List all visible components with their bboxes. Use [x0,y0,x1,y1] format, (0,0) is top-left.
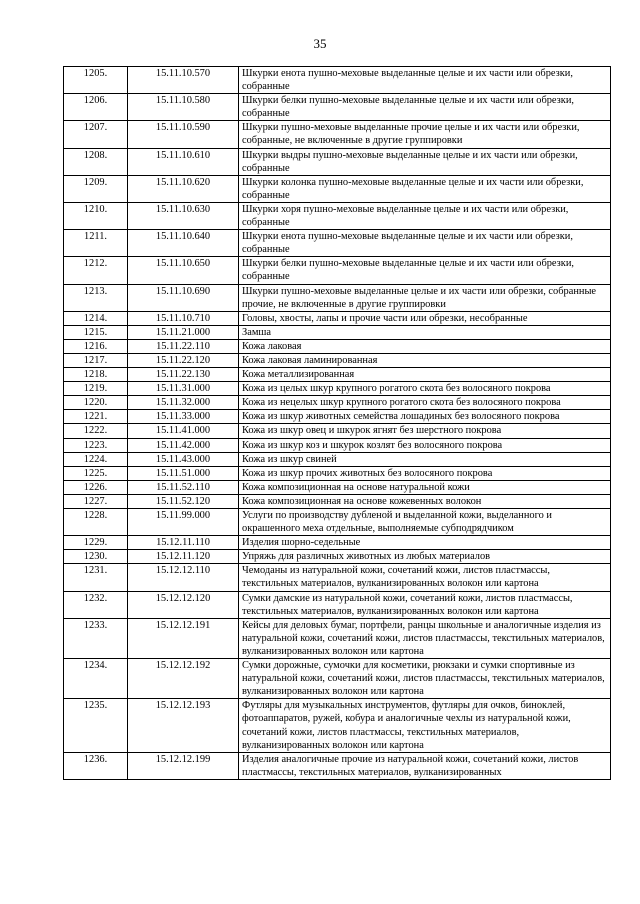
classifier-code: 15.11.43.000 [128,452,239,466]
table-row [64,410,611,424]
item-description: Кожа из шкур свиней [239,452,611,466]
classifier-code: 15.11.31.000 [128,382,239,396]
row-number: 1212. [64,257,128,284]
row-number: 1214. [64,311,128,325]
row-number: 1236. [64,752,128,779]
item-description: Кожа из целых шкур крупного рогатого скота без волосяного покрова [239,382,611,396]
item-description: Шкурки хоря пушно-меховые выделанные целые и их части или обрезки, собранные [239,202,611,229]
row-number: 1222. [64,424,128,438]
item-description: Кожа металлизированная [239,368,611,382]
row-number: 1217. [64,353,128,367]
table-row [64,618,611,658]
row-number: 1226. [64,480,128,494]
classifier-code: 15.11.10.710 [128,311,239,325]
classifier-code: 15.11.10.630 [128,202,239,229]
classifier-code: 15.11.21.000 [128,325,239,339]
item-description: Головы, хвосты, лапы и прочие части или обрезки, несобранные [239,311,611,325]
item-description: Кожа из шкур прочих животных без волосяного покрова [239,466,611,480]
row-number: 1208. [64,148,128,175]
row-number: 1221. [64,410,128,424]
row-number: 1215. [64,325,128,339]
classifier-code: 15.12.12.110 [128,564,239,591]
row-number: 1223. [64,438,128,452]
table-row [64,494,611,508]
table-row [64,466,611,480]
table-row [64,325,611,339]
item-description: Кожа композиционная на основе кожевенных волокон [239,494,611,508]
item-description: Чемоданы из натуральной кожи, сочетаний кожи, листов пластмассы, текстильных материалов, вулканизированных волокон или картона [239,564,611,591]
row-number: 1206. [64,94,128,121]
table-row [64,94,611,121]
table-row [64,509,611,536]
item-description: Шкурки пушно-меховые выделанные прочие целые и их части или обрезки, собранные, не включенные в другие группировки [239,121,611,148]
classifier-code: 15.11.10.570 [128,67,239,94]
item-description: Кожа из нецелых шкур крупного рогатого скота без волосяного покрова [239,396,611,410]
classifier-code: 15.11.52.110 [128,480,239,494]
classifier-code: 15.11.42.000 [128,438,239,452]
item-description: Сумки дамские из натуральной кожи, сочетаний кожи, листов пластмассы, текстильных материалов, вулканизированных волокон или картона [239,591,611,618]
table-row [64,121,611,148]
classifier-code: 15.11.10.590 [128,121,239,148]
item-description: Шкурки енота пушно-меховые выделанные целые и их части или обрезки, собранные [239,230,611,257]
table-row [64,148,611,175]
row-number: 1224. [64,452,128,466]
item-description: Замша [239,325,611,339]
table-row [64,257,611,284]
item-description: Кожа из шкур коз и шкурок козлят без волосяного покрова [239,438,611,452]
classifier-code: 15.11.41.000 [128,424,239,438]
item-description: Кожа из шкур овец и шкурок ягнят без шерстного покрова [239,424,611,438]
row-number: 1227. [64,494,128,508]
table-body [64,67,611,780]
item-description: Кожа из шкур животных семейства лошадиных без волосяного покрова [239,410,611,424]
item-description: Изделия шорно-седельные [239,536,611,550]
classifier-code: 15.11.10.650 [128,257,239,284]
table-row [64,230,611,257]
item-description: Шкурки белки пушно-меховые выделанные целые и их части или обрезки, собранные [239,257,611,284]
item-description: Кейсы для деловых бумаг, портфели, ранцы школьные и аналогичные изделия из натуральной кожи, сочетаний кожи, листов пластмассы, текстильных материалов, вулканизированных волокон или картона [239,618,611,658]
classifier-code: 15.12.12.199 [128,752,239,779]
classification-table [63,66,611,780]
table-row [64,659,611,699]
classifier-code: 15.12.12.192 [128,659,239,699]
classifier-code: 15.12.12.120 [128,591,239,618]
table-row [64,480,611,494]
row-number: 1218. [64,368,128,382]
row-number: 1233. [64,618,128,658]
row-number: 1213. [64,284,128,311]
row-number: 1216. [64,339,128,353]
table-row [64,175,611,202]
table-row [64,396,611,410]
item-description: Упряжь для различных животных из любых материалов [239,550,611,564]
classifier-code: 15.12.12.191 [128,618,239,658]
row-number: 1211. [64,230,128,257]
item-description: Кожа лаковая ламинированная [239,353,611,367]
table-row [64,339,611,353]
row-number: 1209. [64,175,128,202]
table-row [64,752,611,779]
table-row [64,438,611,452]
classifier-code: 15.12.11.120 [128,550,239,564]
classifier-code: 15.11.22.130 [128,368,239,382]
table-row [64,550,611,564]
classifier-code: 15.11.22.110 [128,339,239,353]
row-number: 1225. [64,466,128,480]
table-row [64,368,611,382]
item-description: Кожа лаковая [239,339,611,353]
row-number: 1228. [64,509,128,536]
row-number: 1235. [64,699,128,752]
item-description: Изделия аналогичные прочие из натуральной кожи, сочетаний кожи, листов пластмассы, текстильных материалов, вулканизированных [239,752,611,779]
classifier-code: 15.11.22.120 [128,353,239,367]
table-row [64,353,611,367]
table-row [64,202,611,229]
classifier-code: 15.11.51.000 [128,466,239,480]
table-row [64,311,611,325]
item-description: Футляры для музыкальных инструментов, футляры для очков, биноклей, фотоаппаратов, ружей, кобура и аналогичные чехлы из натуральной кожи, сочетаний кожи, листов пластмассы, текстильных материалов, вулканизированных волокон или картона [239,699,611,752]
table-row [64,564,611,591]
item-description: Шкурки белки пушно-меховые выделанные целые и их части или обрезки, собранные [239,94,611,121]
item-description: Шкурки колонка пушно-меховые выделанные целые и их части или обрезки, собранные [239,175,611,202]
classifier-code: 15.11.10.580 [128,94,239,121]
table-row [64,284,611,311]
table-row [64,67,611,94]
table-row [64,424,611,438]
classifier-code: 15.11.10.610 [128,148,239,175]
classifier-code: 15.11.10.690 [128,284,239,311]
table-row [64,452,611,466]
item-description: Сумки дорожные, сумочки для косметики, рюкзаки и сумки спортивные из натуральной кожи, сочетаний кожи, листов пластмассы, текстильных материалов, вулканизированных волокон или картона [239,659,611,699]
row-number: 1220. [64,396,128,410]
item-description: Шкурки пушно-меховые выделанные целые и их части или обрезки, собранные прочие, не включенные в другие группировки [239,284,611,311]
classifier-code: 15.11.99.000 [128,509,239,536]
item-description: Услуги по производству дубленой и выделанной кожи, выделанного и окрашенного меха отдельные, выполняемые субподрядчиком [239,509,611,536]
item-description: Шкурки выдры пушно-меховые выделанные целые и их части или обрезки, собранные [239,148,611,175]
row-number: 1234. [64,659,128,699]
classifier-code: 15.11.10.640 [128,230,239,257]
item-description: Кожа композиционная на основе натуральной кожи [239,480,611,494]
row-number: 1231. [64,564,128,591]
row-number: 1205. [64,67,128,94]
row-number: 1210. [64,202,128,229]
table-row [64,591,611,618]
classifier-code: 15.11.10.620 [128,175,239,202]
classifier-code: 15.11.52.120 [128,494,239,508]
table-row [64,699,611,752]
row-number: 1230. [64,550,128,564]
classifier-code: 15.11.33.000 [128,410,239,424]
table-row [64,536,611,550]
page-number: 35 [313,36,327,51]
classifier-code: 15.12.11.110 [128,536,239,550]
classifier-code: 15.11.32.000 [128,396,239,410]
row-number: 1232. [64,591,128,618]
classifier-code: 15.12.12.193 [128,699,239,752]
table-row [64,382,611,396]
row-number: 1219. [64,382,128,396]
row-number: 1207. [64,121,128,148]
row-number: 1229. [64,536,128,550]
item-description: Шкурки енота пушно-меховые выделанные целые и их части или обрезки, собранные [239,67,611,94]
